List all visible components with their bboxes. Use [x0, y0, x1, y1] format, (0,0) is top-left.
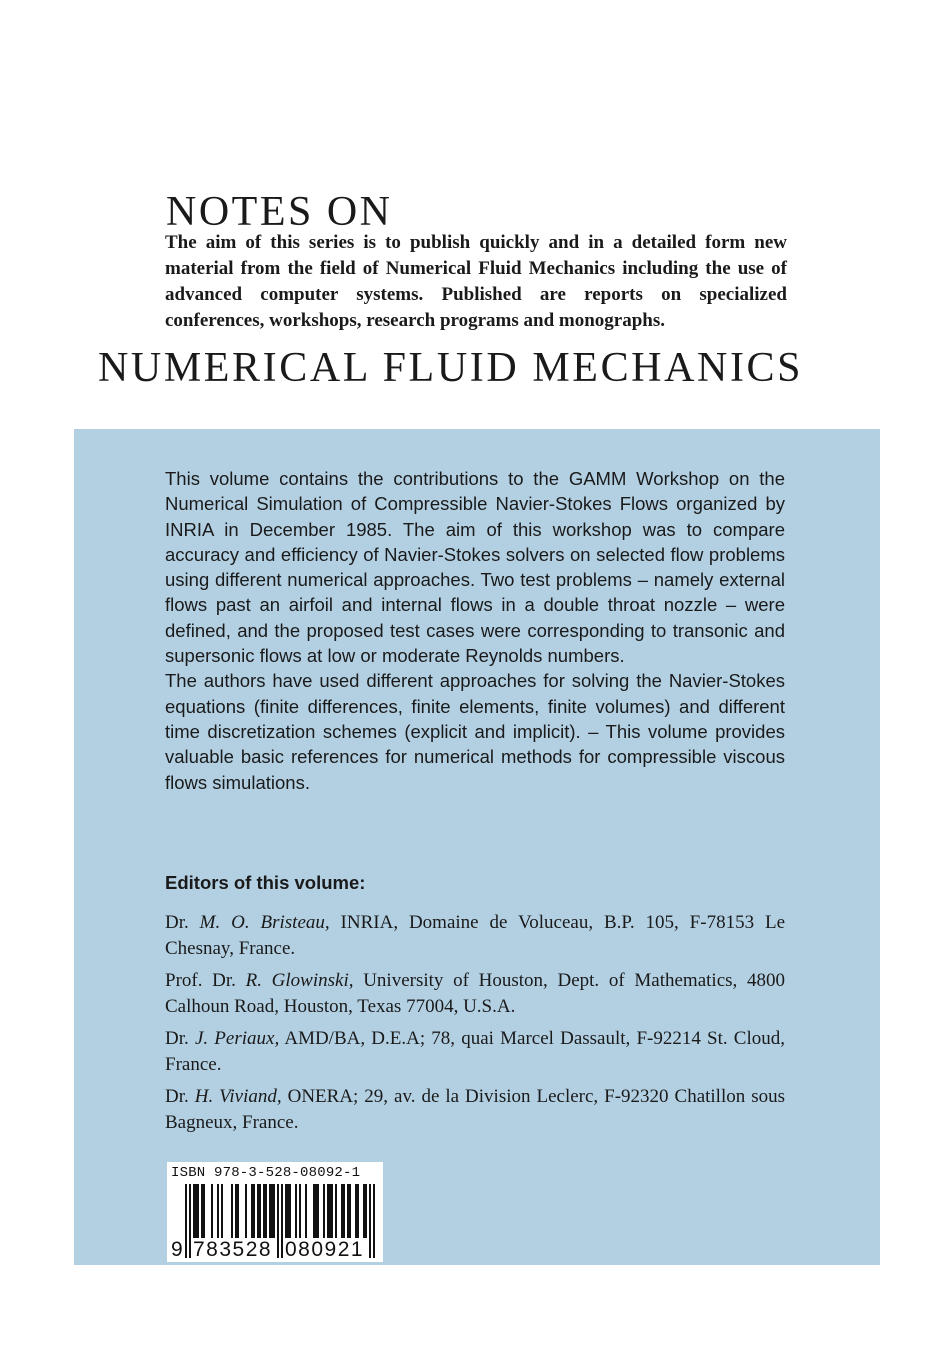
barcode-bar: [295, 1184, 297, 1238]
volume-paragraph-2: The authors have used different approaches for solving the Navier-Stokes equations (finite differences, finite elements, finite volumes) and different time discretization schemes (explicit and implicit). – This volume provides valuable basic references for numerical methods for compressible viscous flows simulations.: [165, 670, 785, 793]
barcode-bar: [355, 1184, 357, 1238]
volume-description: [165, 466, 785, 795]
barcode-bar: [349, 1184, 351, 1238]
editor-name: R. Glowinski,: [245, 970, 354, 991]
barcode-bar: [335, 1184, 337, 1238]
barcode-bar: [259, 1184, 261, 1238]
barcode-bar: [221, 1184, 223, 1238]
barcode-bar: [203, 1184, 205, 1238]
barcode-bar: [365, 1184, 367, 1238]
isbn-label: ISBN 978-3-528-08092-1: [171, 1165, 361, 1181]
barcode-bar: [265, 1184, 267, 1238]
editor-prefix: Dr.: [165, 1028, 189, 1049]
barcode-bar: [253, 1184, 255, 1238]
barcode-bar: [357, 1184, 359, 1238]
editor-affiliation: INRIA, Domaine de Voluceau, B.P. 105, F-78153 Le Chesnay, France.: [165, 912, 786, 959]
barcode-bar: [305, 1184, 307, 1238]
editors-list: [165, 910, 785, 1142]
barcode-bar: [237, 1184, 239, 1238]
barcode-bar: [343, 1184, 345, 1238]
barcode-bar: [289, 1184, 291, 1238]
editor-name: M. O. Bristeau,: [199, 912, 330, 933]
barcode-bar: [217, 1184, 219, 1238]
editor-affiliation: ONERA; 29, av. de la Division Leclerc, F-92320 Chatillon sous Bagneux, France.: [165, 1086, 786, 1133]
isbn-digits: [167, 1238, 383, 1260]
series-title-line2: NUMERICAL FLUID MECHANICS: [98, 345, 804, 391]
barcode-bar: [323, 1184, 325, 1238]
editor-name: H. Viviand,: [194, 1086, 282, 1107]
editor-prefix: Dr.: [165, 912, 189, 933]
barcode-bar: [285, 1184, 287, 1238]
barcode-bar: [317, 1184, 319, 1238]
barcode-bar: [313, 1184, 315, 1238]
barcode-bar: [299, 1184, 301, 1238]
editor-affiliation: University of Houston, Dept. of Mathematics, 4800 Calhoun Road, Houston, Texas 77004, U.S.A.: [165, 970, 785, 1017]
editor-prefix: Dr.: [165, 1086, 189, 1107]
isbn-digit-first: 9: [171, 1238, 183, 1261]
barcode-bar: [197, 1184, 199, 1238]
editor-prefix: Prof. Dr.: [165, 970, 236, 991]
editor-entry: [165, 968, 785, 1020]
barcode-bar: [257, 1184, 259, 1238]
editor-entry: [165, 1084, 785, 1136]
editor-name: J. Periaux,: [194, 1028, 280, 1049]
barcode-bar: [287, 1184, 289, 1238]
editors-heading: Editors of this volume:: [165, 872, 366, 893]
editor-entry: [165, 910, 785, 962]
barcode-bar: [331, 1184, 333, 1238]
editor-affiliation: AMD/BA, D.E.A; 78, quai Marcel Dassault, F-92214 St. Cloud, France.: [165, 1028, 786, 1075]
barcode-bar: [363, 1184, 365, 1238]
isbn-digits-left: 783528: [193, 1238, 273, 1261]
barcode-bar: [329, 1184, 331, 1238]
barcode-bar: [245, 1184, 247, 1238]
barcode-bar: [347, 1184, 349, 1238]
barcode-bar: [251, 1184, 253, 1238]
isbn-digits-right: 080921: [285, 1238, 365, 1261]
barcode-bar: [327, 1184, 329, 1238]
series-title-line1: NOTES ON: [166, 189, 393, 235]
barcode-bar: [273, 1184, 275, 1238]
barcode-bar: [263, 1184, 265, 1238]
series-aim-text: The aim of this series is to publish quickly and in a detailed form new material from the field of Numerical Fluid Mechanics including the use of advanced computer systems. Published are reports on specialized conferences, workshops, research programs and monographs.: [165, 232, 787, 331]
barcode-bar: [201, 1184, 203, 1238]
barcode-bar: [211, 1184, 213, 1238]
editor-entry: [165, 1026, 785, 1078]
volume-paragraph-1: This volume contains the contributions to the GAMM Workshop on the Numerical Simulation of Compressible Navier-Stokes Flows organized by INRIA in December 1985. The aim of this workshop was to compare accuracy and efficiency of Navier-Stokes solvers on selected flow problems using different numerical approaches. Two test problems – namely external flows past an airfoil and internal flows in a double throat nozzle – were defined, and the proposed test cases were corresponding to transonic and supersonic flows at low or moderate Reynolds numbers.: [165, 468, 785, 667]
barcode-bar: [193, 1184, 195, 1238]
barcode-bar: [235, 1184, 237, 1238]
barcode-bar: [195, 1184, 197, 1238]
barcode-bar: [269, 1184, 271, 1238]
barcode-bar: [341, 1184, 343, 1238]
barcode-bar: [231, 1184, 233, 1238]
isbn-barcode-box: [167, 1162, 383, 1262]
barcode-bar: [315, 1184, 317, 1238]
barcode-bar: [271, 1184, 273, 1238]
